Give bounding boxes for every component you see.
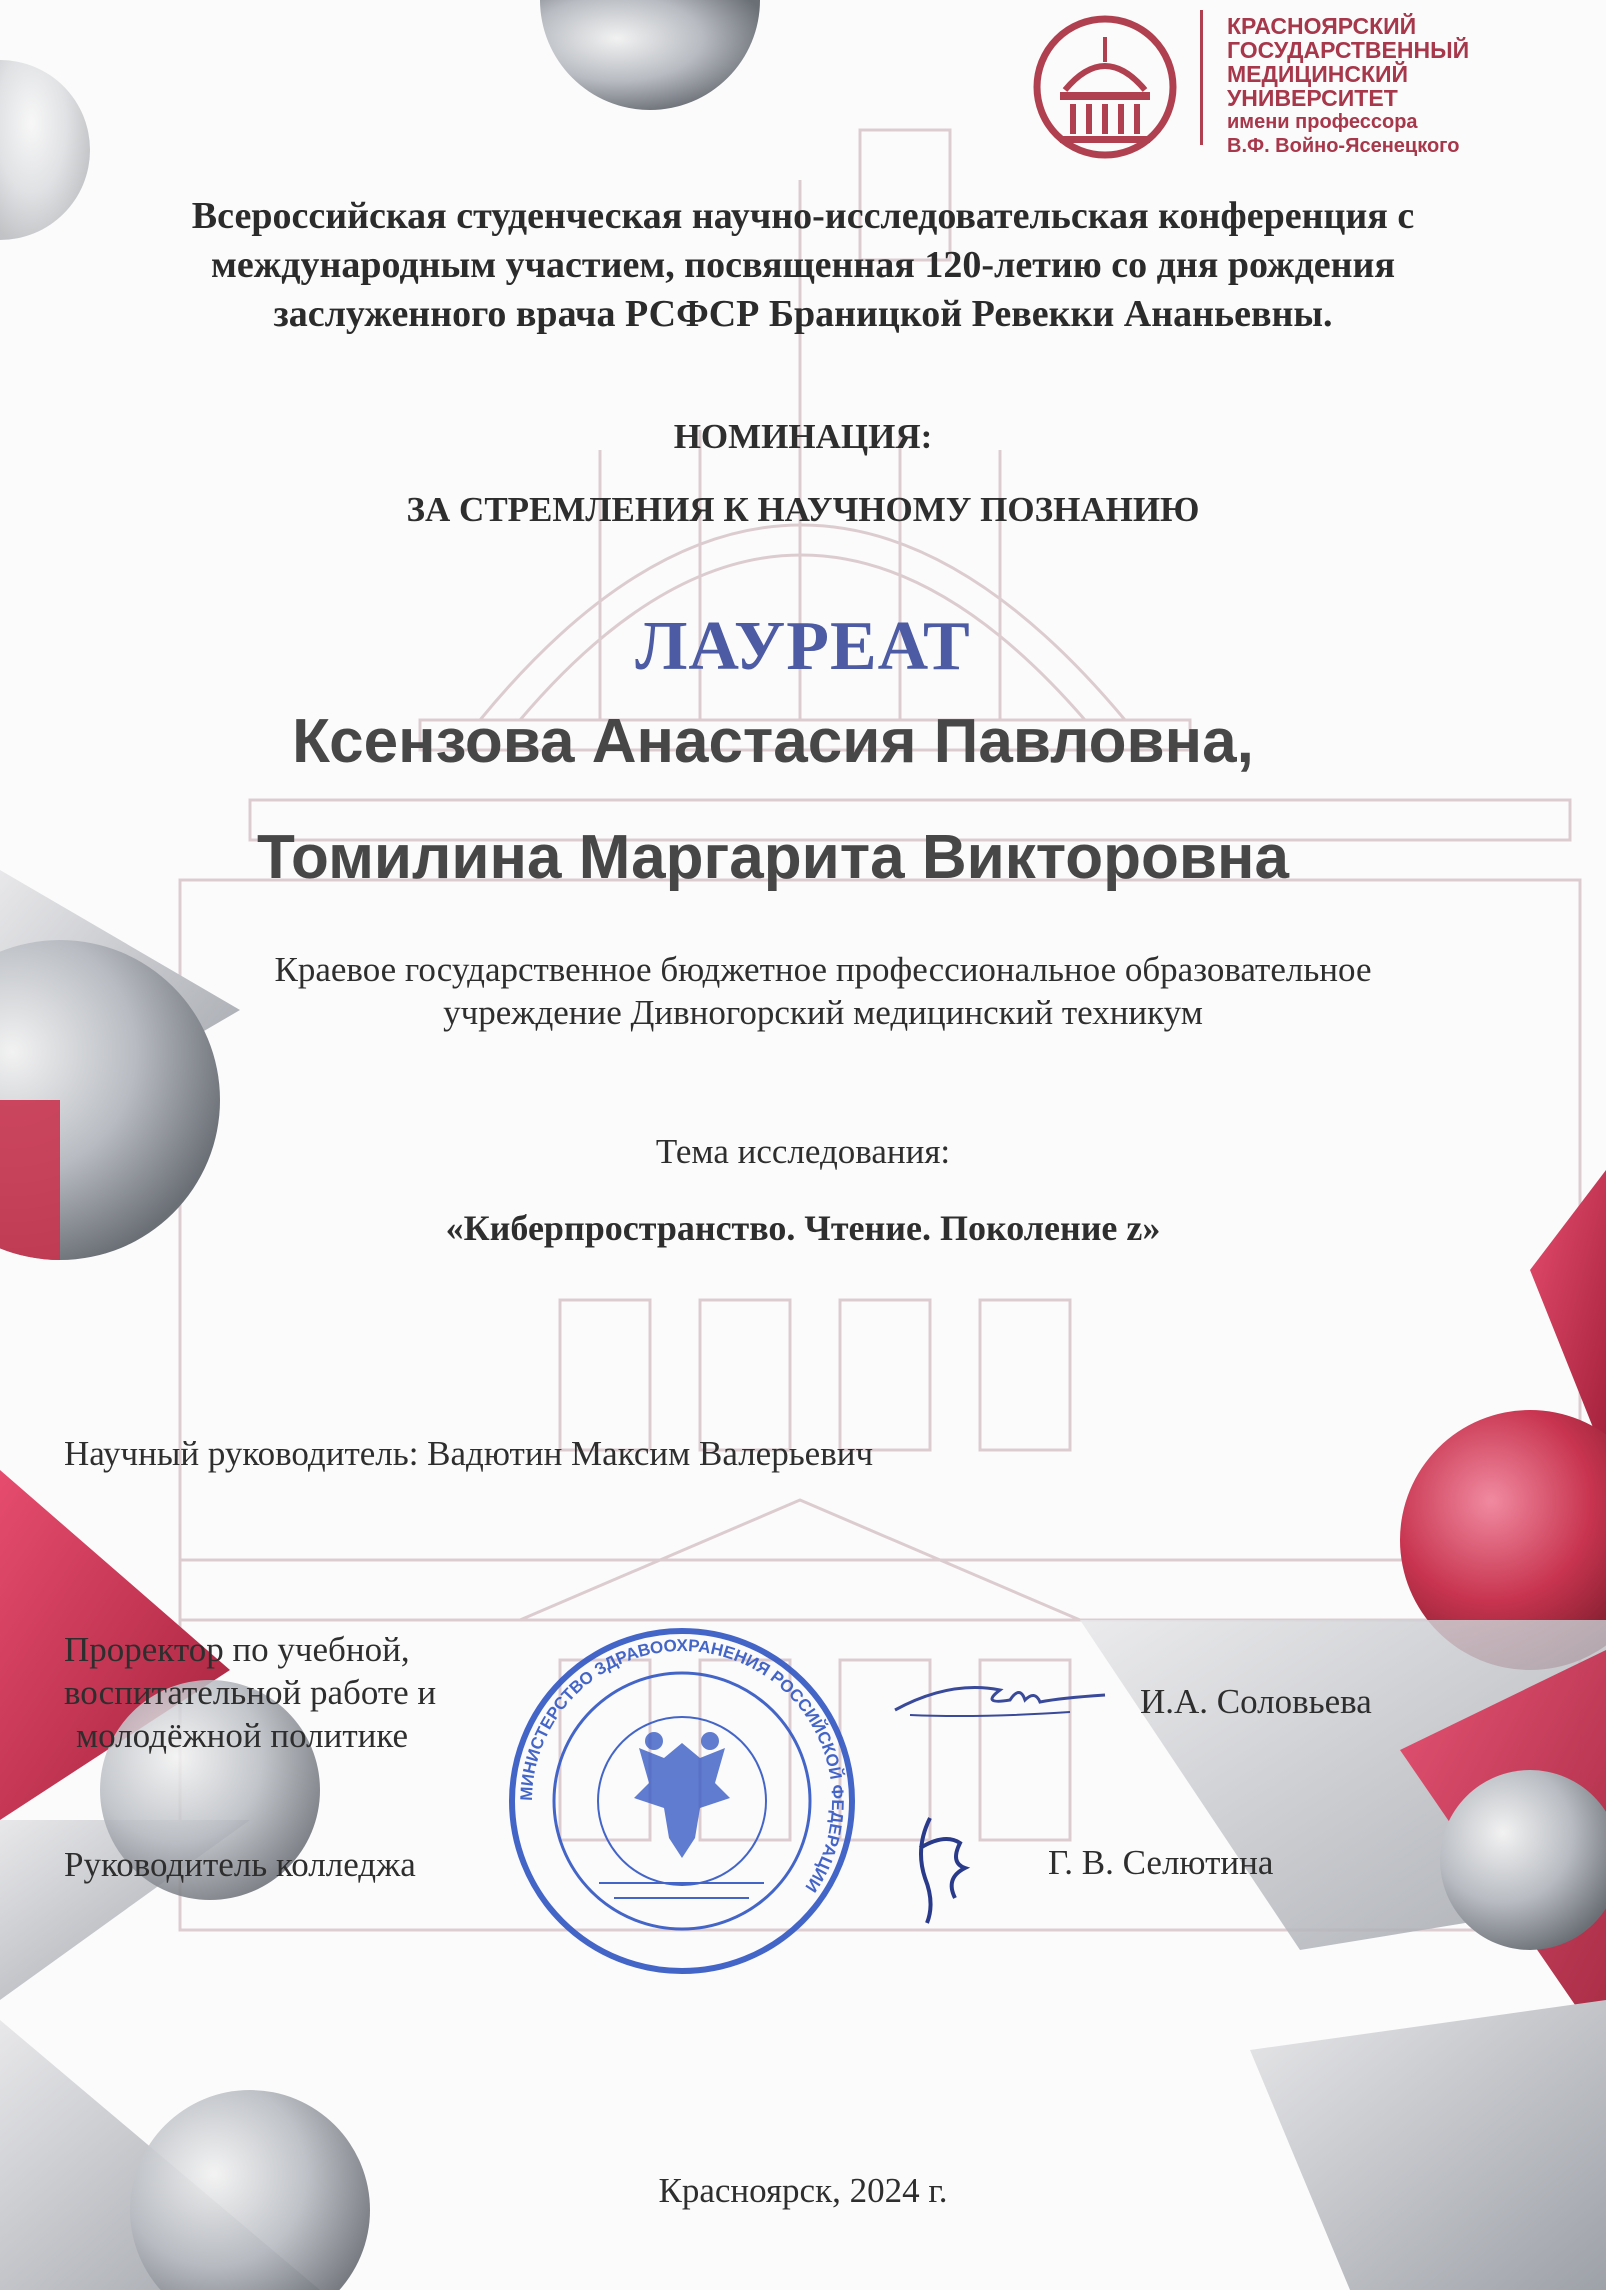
topic-value: «Киберпространство. Чтение. Поколение z»: [445, 1208, 1161, 1248]
conference-title-line: заслуженного врача РСФСР Браницкой Ревекки Ананьевны.: [273, 293, 1333, 335]
nomination-value: ЗА СТРЕМЛЕНИЯ К НАУЧНОМУ ПОЗНАНИЮ: [406, 490, 1200, 529]
nomination-label: НОМИНАЦИЯ:: [673, 417, 933, 456]
university-name-line: УНИВЕРСИТЕТ: [1227, 85, 1398, 111]
award-title: ЛАУРЕАТ: [635, 608, 971, 685]
laureate-name: Ксензова Анастасия Павловна,: [292, 707, 1254, 776]
conference-title-line: Всероссийская студенческая научно-исследовательская конференция с: [191, 195, 1415, 237]
institution-name: [60, 948, 1586, 1034]
university-name-line: ГОСУДАРСТВЕННЫЙ: [1227, 37, 1470, 63]
city-date: Красноярск, 2024 г.: [658, 2171, 948, 2210]
prorector-title: [64, 1628, 564, 1757]
university-name-line: КРАСНОЯРСКИЙ: [1227, 13, 1417, 39]
college-head-name: Г. В. Селютина: [1048, 1843, 1274, 1882]
laureate-name: Томилина Маргарита Викторовна: [257, 823, 1289, 892]
conference-title-line: международным участием, посвященная 120-летию со дня рождения: [210, 244, 1396, 286]
institution-line: Краевое государственное бюджетное профессиональное образовательное: [274, 950, 1372, 989]
university-name-line: имени профессора: [1227, 111, 1418, 133]
institution-line: учреждение Дивногорский медицинский техникум: [443, 993, 1203, 1032]
stamp-text: МИНИСТЕРСТВО ЗДРАВООХРАНЕНИЯ РОССИЙСКОЙ ФЕДЕРАЦИИ: [516, 1635, 848, 1896]
university-name-line: МЕДИЦИНСКИЙ: [1227, 61, 1409, 87]
topic-label: Тема исследования:: [655, 1132, 951, 1171]
logo-divider: [1200, 10, 1203, 145]
scientific-supervisor: Научный руководитель: Вадютин Максим Валерьевич: [64, 1434, 874, 1473]
university-building-emblem-icon: [1030, 12, 1180, 162]
prorector-title-line: воспитательной работе и: [64, 1673, 437, 1712]
signature-prorector: [890, 1660, 1110, 1740]
prorector-title-line: молодёжной политике: [76, 1716, 409, 1755]
prorector-name: И.А. Соловьева: [1140, 1682, 1372, 1721]
prorector-title-line: Проректор по учебной,: [64, 1630, 410, 1669]
official-stamp: [504, 1623, 860, 1979]
conference-title: [40, 192, 1566, 339]
sphere-top-center: [540, 0, 760, 110]
university-name-line: В.Ф. Войно-Ясенецкого: [1227, 135, 1460, 157]
university-name: [1227, 14, 1597, 158]
eagle-emblem-icon: [634, 1732, 730, 1858]
college-head-title: Руководитель колледжа: [64, 1845, 416, 1884]
signature-college-head: [905, 1808, 985, 1928]
